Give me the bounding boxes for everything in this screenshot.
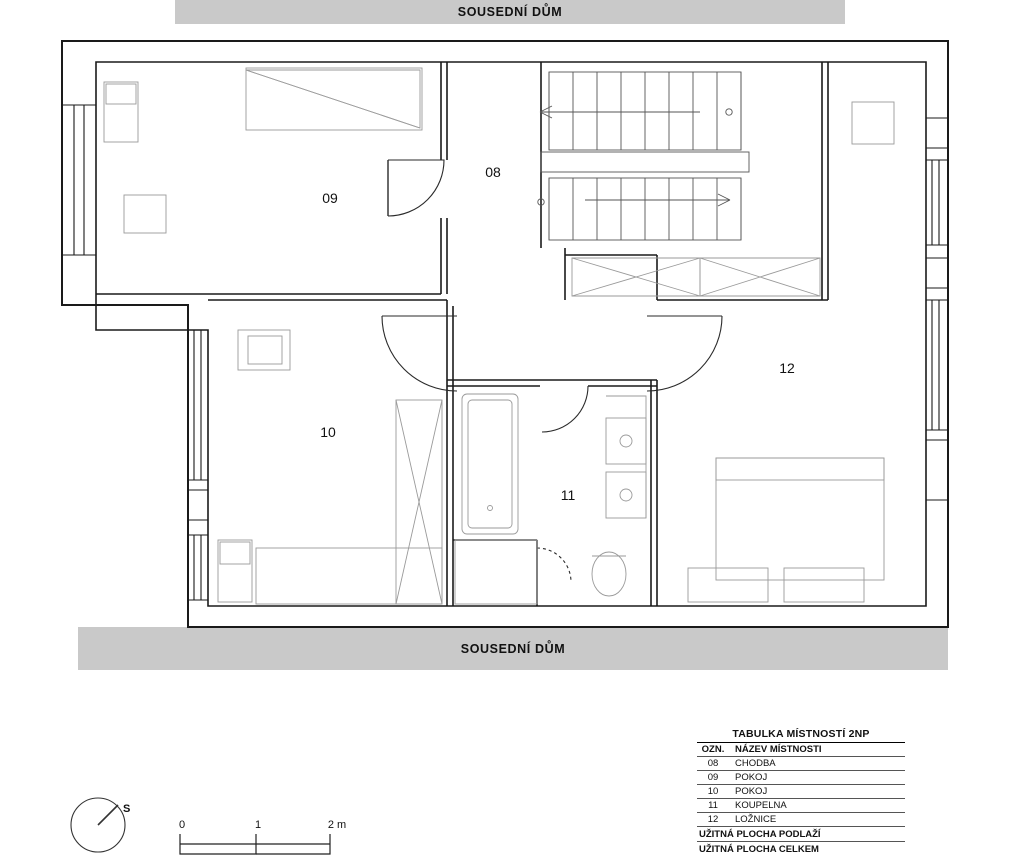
table-cell-name: POKOJ <box>729 771 905 785</box>
room-number-09: 09 <box>322 190 338 206</box>
room-number-11: 11 <box>560 487 576 503</box>
table-header-row <box>697 743 905 757</box>
room-number-10: 10 <box>320 424 336 440</box>
scale-tick-1: 1 <box>254 819 262 831</box>
table-cell-ozn: 10 <box>697 785 729 799</box>
table-cell-ozn: 12 <box>697 813 729 827</box>
room-schedule-title: TABULKA MÍSTNOSTÍ 2NP <box>697 728 905 743</box>
scale-tick-2: 2 m <box>327 819 347 831</box>
room-number-08: 08 <box>485 164 501 180</box>
table-header-ozn: OZN. <box>697 743 729 757</box>
room-schedule-table <box>697 728 905 856</box>
table-cell-name: POKOJ <box>729 785 905 799</box>
table-row <box>697 771 905 785</box>
compass-north-label: S <box>123 803 131 815</box>
table-row <box>697 813 905 827</box>
room-number-12: 12 <box>779 360 795 376</box>
table-cell-ozn: 11 <box>697 799 729 813</box>
table-cell-name: KOUPELNA <box>729 799 905 813</box>
total-floor-area-label: UŽITNÁ PLOCHA PODLAŽÍ <box>697 827 905 842</box>
table-cell-ozn: 09 <box>697 771 729 785</box>
table-cell-name: LOŽNICE <box>729 813 905 827</box>
table-cell-ozn: 08 <box>697 757 729 771</box>
total-overall-area-label: UŽITNÁ PLOCHA CELKEM <box>699 843 819 855</box>
table-header-name: NÁZEV MÍSTNOSTI <box>729 743 905 757</box>
table-row <box>697 757 905 771</box>
scale-tick-0: 0 <box>178 819 186 831</box>
compass-rose <box>68 795 131 855</box>
table-row <box>697 785 905 799</box>
neighbour-building-bottom-label: SOUSEDNÍ DŮM <box>460 641 566 656</box>
neighbour-building-top-label: SOUSEDNÍ DŮM <box>457 5 563 19</box>
table-row <box>697 799 905 813</box>
table-cell-name: CHODBA <box>729 757 905 771</box>
